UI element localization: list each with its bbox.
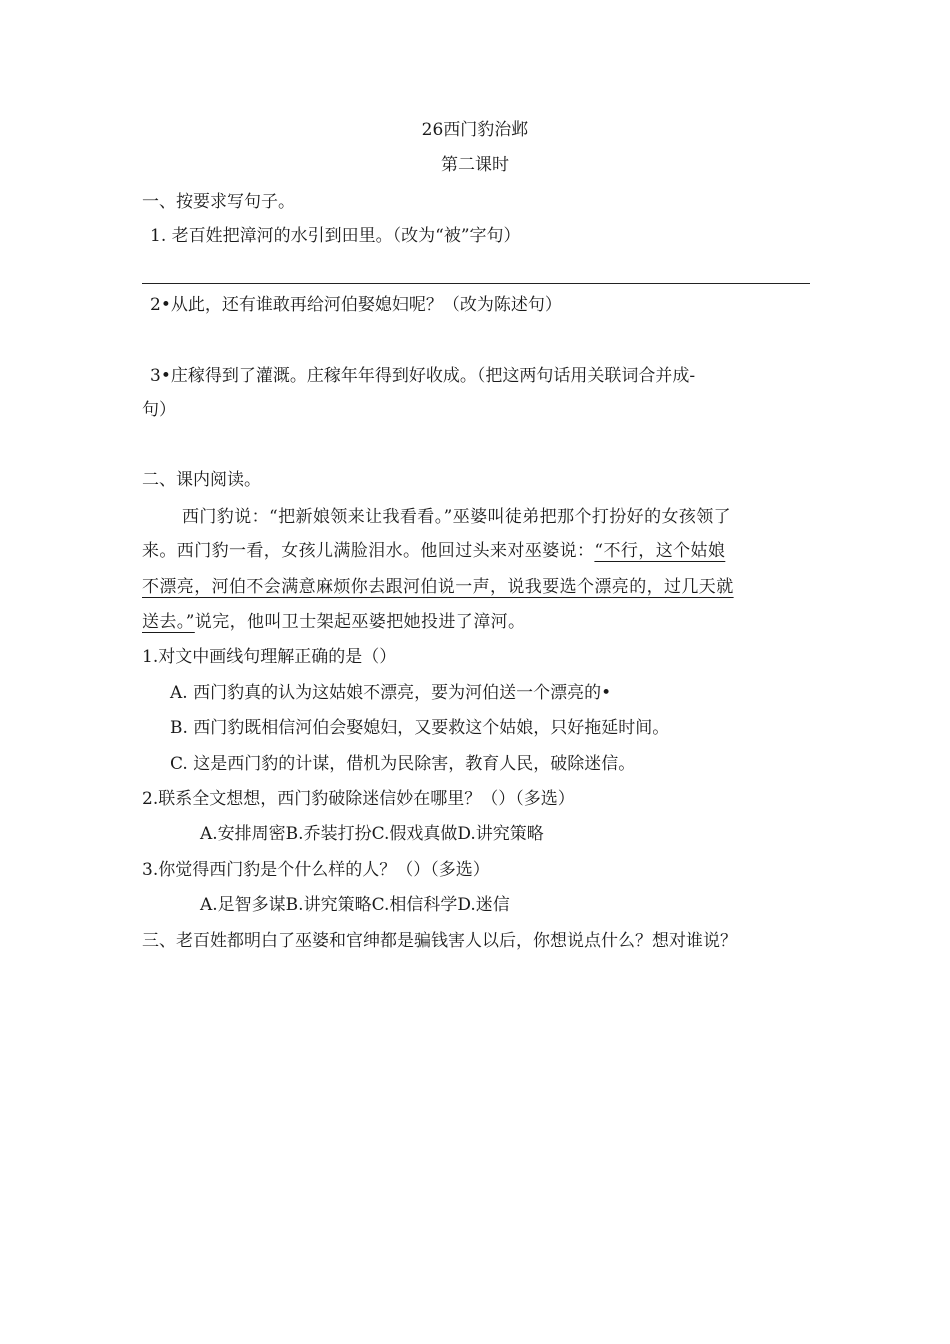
section1-question-2: 2•从此，还有谁敢再给河伯娶媳妇呢？（改为陈述句） bbox=[150, 295, 562, 315]
underlined-sentence-middle: 不漂亮，河伯不会满意麻烦你去跟河伯说一声，说我要选个漂亮的，过几天就 bbox=[142, 577, 734, 597]
passage-line-4 bbox=[142, 611, 525, 633]
underlined-sentence-start: “不行，这个姑娘 bbox=[594, 541, 726, 561]
section1-question-1: 1. 老百姓把漳河的水引到田里。（改为“被”字句） bbox=[150, 226, 521, 246]
reading-question-2-options: A.安排周密B.乔装打扮C.假戏真做D.讲究策略 bbox=[200, 824, 544, 844]
section1-question-3-line1: 3•庄稼得到了灌溉。庄稼年年得到好收成。（把这两句话用关联词合并成- bbox=[150, 366, 696, 386]
lesson-title: 26西门豹治邺 bbox=[421, 120, 529, 140]
underlined-sentence-end: 送去。” bbox=[142, 612, 195, 632]
passage-line-1: 西门豹说：“把新娘领来让我看看。”巫婆叫徒弟把那个打扮好的女孩领了 bbox=[182, 507, 732, 527]
passage-line-2 bbox=[142, 540, 725, 562]
answer-line bbox=[142, 283, 810, 284]
reading-question-1: 1.对文中画线句理解正确的是（） bbox=[142, 647, 397, 667]
section1-heading: 一、按要求写句子。 bbox=[142, 192, 295, 212]
reading-question-2: 2.联系全文想想，西门豹破除迷信妙在哪里？（）（多选） bbox=[142, 789, 575, 809]
reading-question-1-option-b: B. 西门豹既相信河伯会娶媳妇，又要救这个姑娘，只好拖延时间。 bbox=[170, 718, 670, 738]
reading-question-1-option-a: A. 西门豹真的认为这姑娘不漂亮，要为河伯送一个漂亮的• bbox=[170, 683, 612, 703]
section1-question-3-line2: 句） bbox=[142, 400, 176, 420]
reading-question-3-options: A.足智多谋B.讲究策略C.相信科学D.迷信 bbox=[200, 895, 510, 915]
section2-heading: 二、课内阅读。 bbox=[142, 470, 261, 490]
lesson-subtitle: 第二课时 bbox=[441, 155, 509, 175]
section3-heading: 三、老百姓都明白了巫婆和官绅都是骗钱害人以后，你想说点什么？想对谁说？ bbox=[142, 931, 737, 951]
reading-question-3: 3.你觉得西门豹是个什么样的人？（）（多选） bbox=[142, 860, 490, 880]
passage-line-4-plain: 说完，他叫卫士架起巫婆把她投进了漳河。 bbox=[194, 612, 526, 632]
reading-question-1-option-c: C. 这是西门豹的计谋，借机为民除害，教育人民，破除迷信。 bbox=[170, 754, 636, 774]
passage-line-2-plain: 来。西门豹一看，女孩儿满脸泪水。他回过头来对巫婆说： bbox=[142, 541, 595, 561]
